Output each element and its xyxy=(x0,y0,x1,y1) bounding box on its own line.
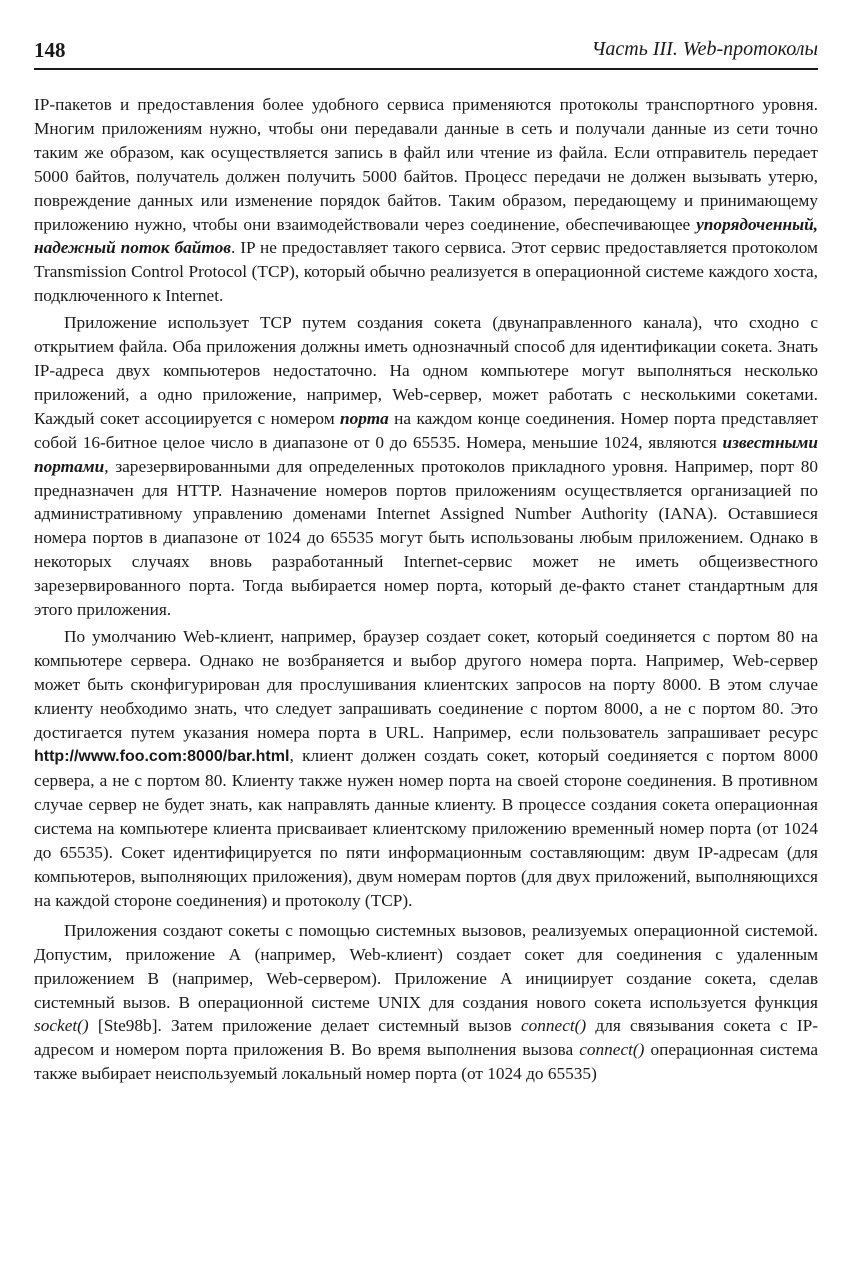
page-number: 148 xyxy=(34,38,66,62)
text-run: Приложение использует TCP путем создания сокета (двунаправленного канала), что сходно с открытием файла. Оба приложения должны иметь однозначный способ для идентификации сокета. Знать IP-адреса двух компьютеров недостаточно. На одном компьютере могут выполняться несколько приложений, а одно приложение, например, Web-сервер, может работать с несколькими сокетами. Каждый сокет ассоциируется с номером xyxy=(34,313,818,428)
paragraph xyxy=(34,625,818,913)
emphasis-text: известными портами xyxy=(34,432,818,476)
emphasis-text: упорядоченный, надежный поток байтов xyxy=(34,214,818,258)
emphasis-text: connect() xyxy=(579,1040,645,1060)
text-run: на каждом конце соединения. Номер порта представляет собой 16-битное целое число в диапазоне от 0 до 65535. Номера, меньшие 1024, являются xyxy=(34,408,818,452)
emphasis-text: socket() xyxy=(34,1016,89,1036)
paragraph xyxy=(34,93,818,308)
emphasis-text: connect() xyxy=(520,1016,587,1036)
running-title: Часть III. Web-протоколы xyxy=(591,38,818,60)
paragraph xyxy=(34,311,818,622)
text-run: для связывания сокета с IP-адресом и номером порта приложения В. Во время выполнения вызова xyxy=(34,1016,818,1060)
emphasis-text: порта xyxy=(340,408,389,428)
emphasis-text: http://www.foo.com:8000/bar.html xyxy=(34,748,290,766)
body-text xyxy=(34,93,818,1086)
text-run: . IP не предоставляет такого сервиса. Этот сервис предоставляется протоколом Transmission Control Protocol (TCP), который обычно реализуется в операционной системе каждого хоста, подключенного к Internet. xyxy=(34,238,818,306)
text-run: [Ste98b]. Затем приложение делает системный вызов xyxy=(88,1016,521,1036)
text-run: IP-пакетов и предоставления более удобного сервиса применяются протоколы транспортного уровня. Многим приложениям нужно, чтобы они передавали данные в сеть и получали данные из сети точно таким же образом, как осуществляется запись в файл или чтение из файла. Если отправитель передает 5000 байтов, получатель должен получить 5000 байтов. Процесс передачи не должен вызывать утерю, повреждение данных или изменение порядок байтов. Таким образом, передающему и принимающему приложению нужно, чтобы они взаимодействовали через соединение, обеспечивающее xyxy=(34,95,818,234)
paragraph xyxy=(34,919,818,1086)
text-run: операционная система также выбирает неиспользуемый локальный номер порта (от 1024 до 65535) xyxy=(34,1040,818,1084)
text-run: , зарезервированными для определенных протоколов прикладного уровня. Например, порт 80 предназначен для HTTP. Назначение номеров портов приложениям осуществляется организацией по административному управлению доменами Internet Assigned Number Authority (IANA). Оставшиеся номера портов в диапазоне от 1024 до 65535 могут быть использованы любым приложением. Однако в некоторых случаях вновь разработанный Internet-сервис может не иметь общеизвестного зарезервированного порта. Тогда выбирается номер порта, который де-факто станет стандартным для этого приложения. xyxy=(34,456,818,620)
text-run: По умолчанию Web-клиент, например, браузер создает сокет, который соединяется с портом 80 на компьютере сервера. Однако не возбраняется и выбор другого номера порта. Например, Web-сервер может быть сконфигурирован для прослушивания клиентских запросов на порту 8000. В этом случае клиенту необходимо знать, что следует запрашивать соединение с портом 8000, а не с портом 80. Это достигается путем указания номера порта в URL. Например, если пользователь запрашивает ресурс xyxy=(34,626,818,742)
text-run: Приложения создают сокеты с помощью системных вызовов, реализуемых операционной системой. Допустим, приложение А (например, Web-клиент) создает сокет для соединения с удаленным приложением В (например, Web-сервером). Приложение А инициирует создание сокета, сделав системный вызов. В операционной системе UNIX для создания нового сокета используется функция xyxy=(34,920,818,1012)
text-run: , клиент должен создать сокет, который соединяется с портом 8000 сервера, а не с портом 80. Клиенту также нужен номер порта на своей стороне соединения. В противном случае сервер не будет знать, как направлять данные клиенту. В процессе создания сокета операционная система на компьютере клиента присваивает клиентскому приложению временный номер порта (от 1024 до 65535). Сокет идентифицируется по пяти информационным составляющим: двум IP-адресам (для компьютеров, выполняющих приложения), двум номерам портов (для двух приложений, выполняющихся на каждой стороне соединения) и протоколу (TCP). xyxy=(34,746,818,910)
page-header xyxy=(34,38,818,70)
